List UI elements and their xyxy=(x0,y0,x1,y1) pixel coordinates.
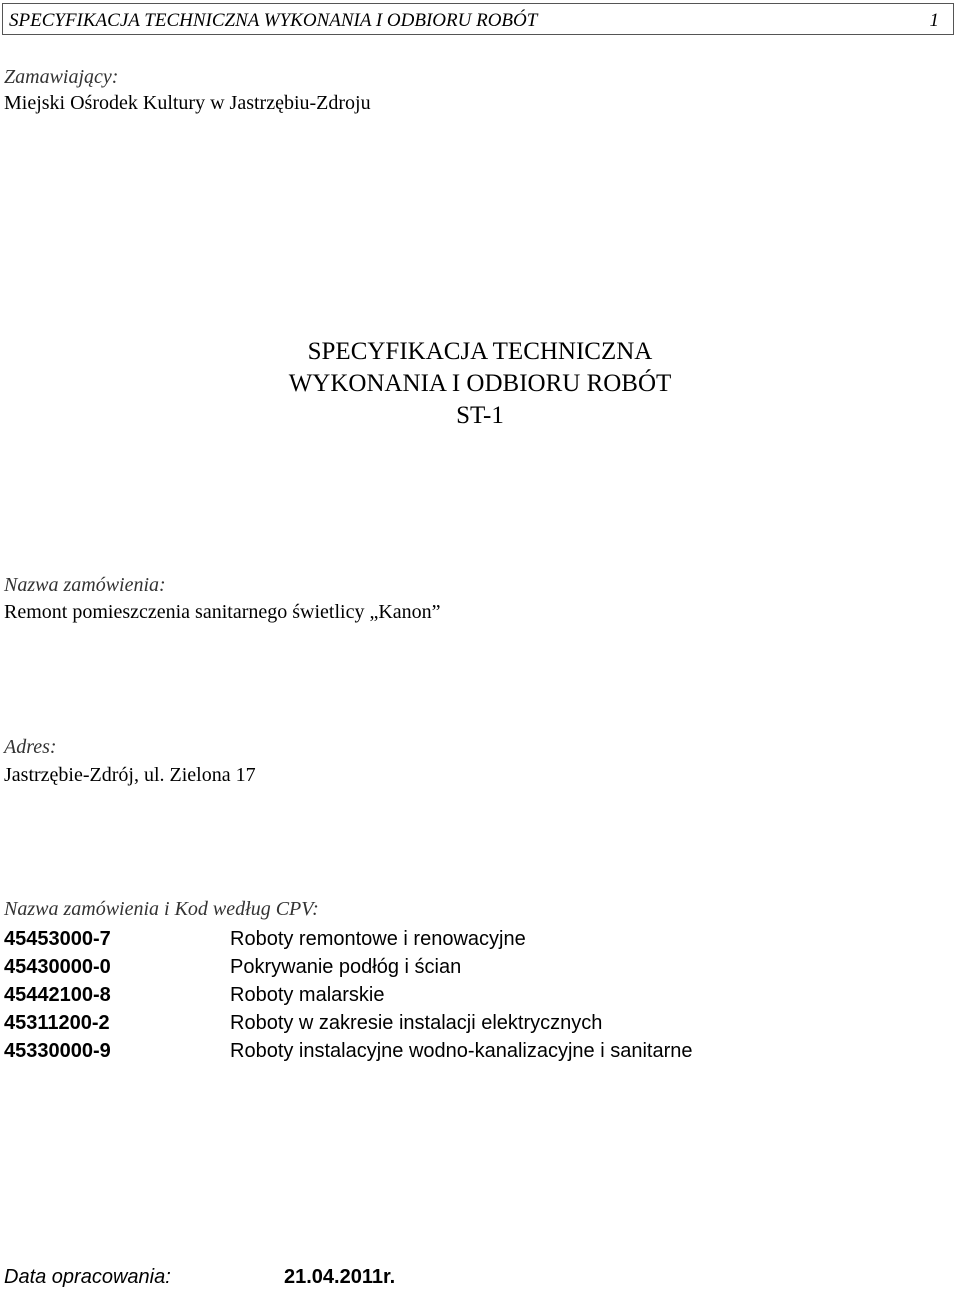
address-label: Adres: xyxy=(4,736,57,758)
cpv-row xyxy=(4,1037,692,1065)
cpv-code: 45442100-8 xyxy=(4,983,111,1006)
cpv-row xyxy=(4,981,692,1009)
order-name-label: Nazwa zamówienia: xyxy=(4,574,166,596)
page-number: 1 xyxy=(929,10,939,31)
cpv-description: Roboty w zakresie instalacji elektrycznych xyxy=(230,1011,603,1034)
cpv-row xyxy=(4,1009,692,1037)
document-title-line: WYKONANIA I ODBIORU ROBÓT xyxy=(288,370,672,397)
cpv-code: 45311200-2 xyxy=(4,1011,110,1034)
page-header xyxy=(2,3,954,35)
document-title xyxy=(0,336,960,432)
cpv-table xyxy=(4,925,692,1065)
cpv-code: 45330000-9 xyxy=(4,1039,111,1062)
cpv-row xyxy=(4,925,692,953)
cpv-code: 45430000-0 xyxy=(4,955,111,978)
cpv-code: 45453000-7 xyxy=(4,927,111,950)
cpv-description: Pokrywanie podłóg i ścian xyxy=(230,955,462,978)
cpv-description: Roboty instalacyjne wodno-kanalizacyjne i sanitarne xyxy=(230,1039,693,1062)
address-value: Jastrzębie-Zdrój, ul. Zielona 17 xyxy=(4,764,256,786)
order-name-value: Remont pomieszczenia sanitarnego świetlicy „Kanon” xyxy=(4,601,441,623)
cpv-description: Roboty remontowe i renowacyjne xyxy=(230,927,526,950)
client-label: Zamawiający: xyxy=(4,66,119,88)
header-title: SPECYFIKACJA TECHNICZNA WYKONANIA I ODBIORU ROBÓT xyxy=(9,10,538,31)
client-name: Miejski Ośrodek Kultury w Jastrzębiu-Zdroju xyxy=(4,92,371,114)
document-code: ST-1 xyxy=(456,402,504,429)
preparation-date-label: Data opracowania: xyxy=(4,1266,171,1288)
preparation-date-value: 21.04.2011r. xyxy=(284,1266,396,1288)
cpv-row xyxy=(4,953,692,981)
cpv-label: Nazwa zamówienia i Kod według CPV: xyxy=(4,898,319,920)
document-title-line: SPECYFIKACJA TECHNICZNA xyxy=(307,338,653,365)
cpv-description: Roboty malarskie xyxy=(230,983,385,1006)
